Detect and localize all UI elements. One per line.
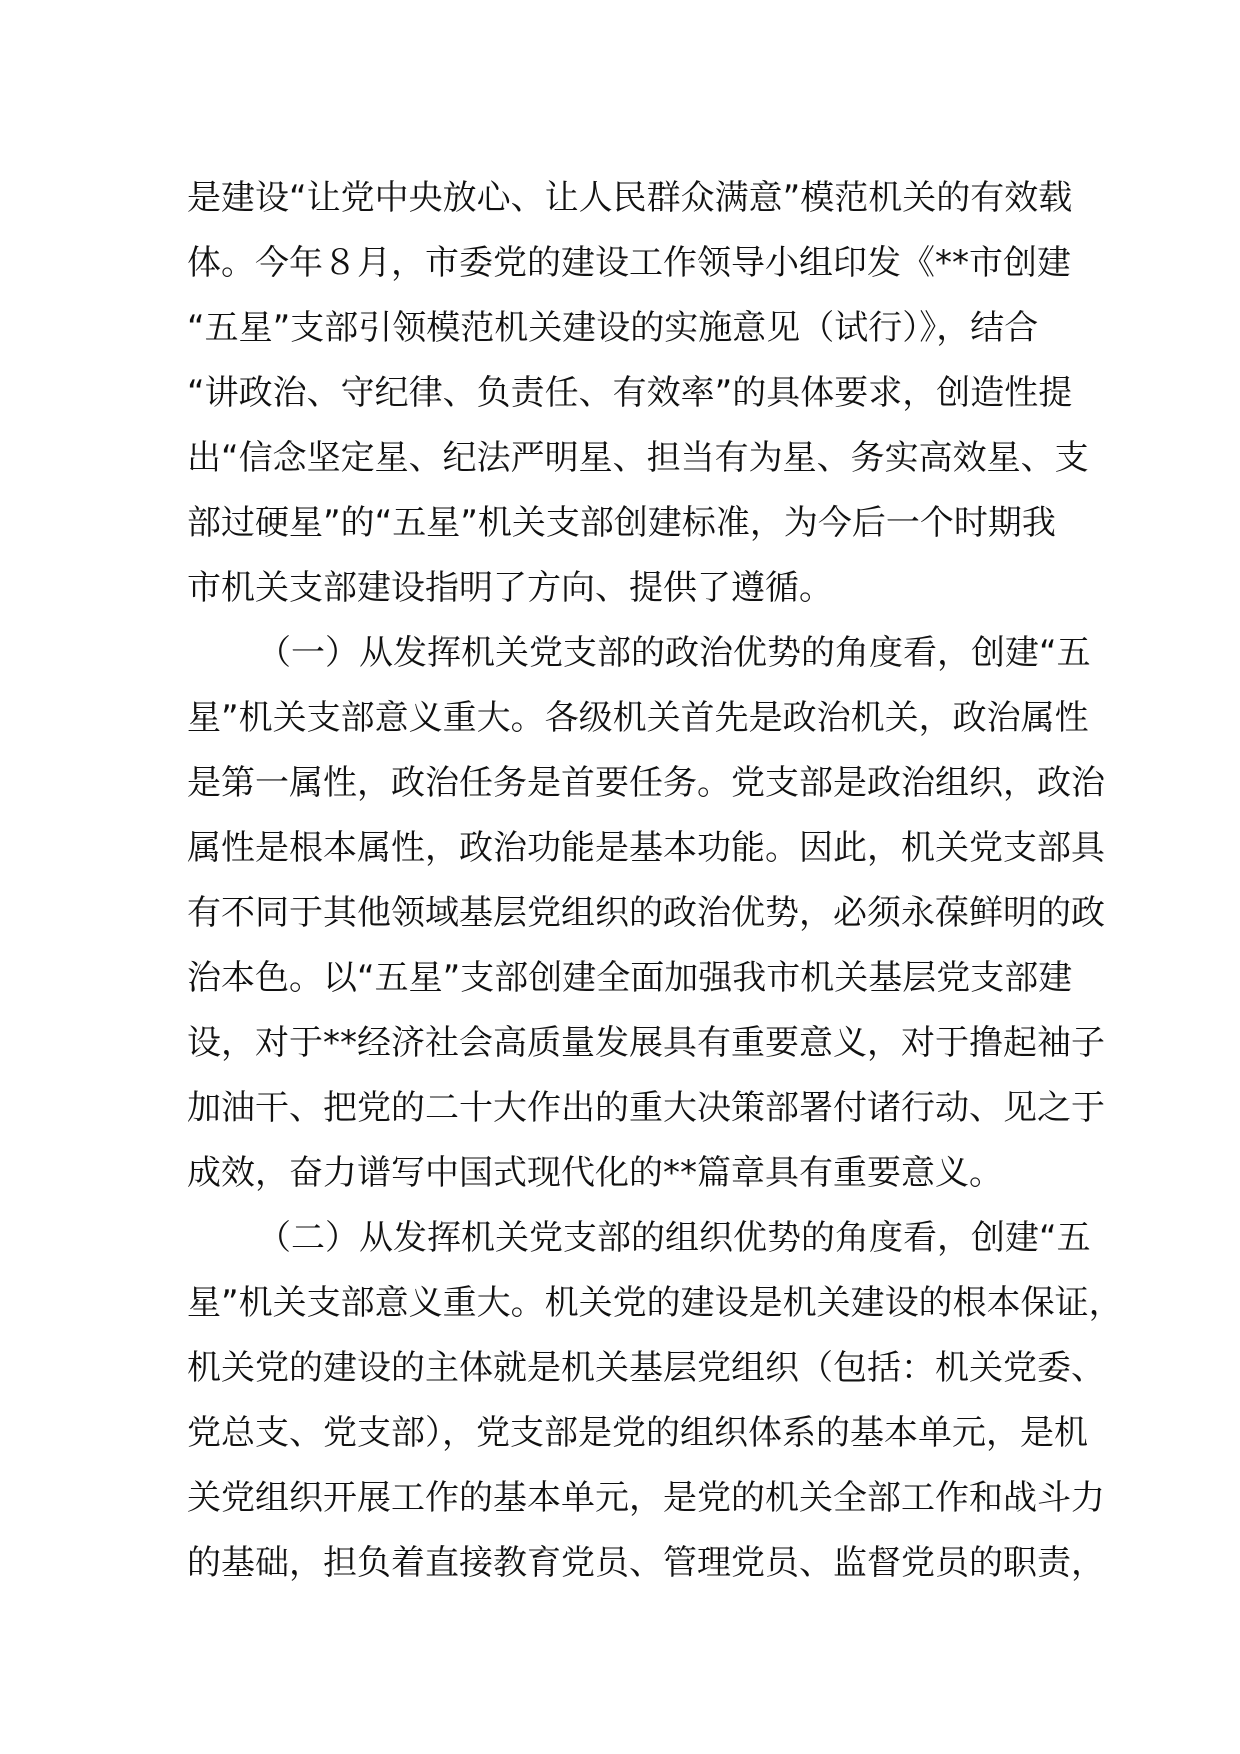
text-line: 机关党的建设的主体就是机关基层党组织（包括：机关党委、	[187, 1348, 1105, 1388]
text-line: 加油干、把党的二十大作出的重大决策部署付诸行动、见之于	[187, 1088, 1105, 1128]
text-line: 成效，奋力谱写中国式现代化的**篇章具有重要意义。	[187, 1153, 1003, 1193]
text-line: 设，对于**经济社会高质量发展具有重要意义，对于撸起袖子	[187, 1023, 1105, 1063]
text-line: 有不同于其他领域基层党组织的政治优势，必须永葆鲜明的政	[187, 893, 1105, 933]
text-line: “五星”支部引领模范机关建设的实施意见（试行）》，结合	[187, 308, 1039, 348]
section-heading-line: （二）从发挥机关党支部的组织优势的角度看，创建“五	[257, 1218, 1091, 1258]
text-line: 的基础，担负着直接教育党员、管理党员、监督党员的职责，	[187, 1543, 1105, 1583]
text-line: 星”机关支部意义重大。机关党的建设是机关建设的根本保证，	[187, 1283, 1123, 1323]
text-line: 关党组织开展工作的基本单元，是党的机关全部工作和战斗力	[187, 1478, 1105, 1518]
text-line: 是第一属性，政治任务是首要任务。党支部是政治组织，政治	[187, 763, 1105, 803]
paragraph-intro	[187, 166, 1089, 621]
text-line: “讲政治、守纪律、负责任、有效率”的具体要求，创造性提	[187, 373, 1073, 413]
paragraph-political-advantage	[187, 621, 1105, 1206]
section-heading-line: （一）从发挥机关党支部的政治优势的角度看，创建“五	[257, 633, 1091, 673]
document-body	[187, 166, 1123, 1596]
text-line: 属性是根本属性，政治功能是基本功能。因此，机关党支部具	[187, 828, 1105, 868]
text-line: 部过硬星”的“五星”机关支部创建标准，为今后一个时期我	[187, 503, 1056, 543]
text-line: 出“信念坚定星、纪法严明星、担当有为星、务实高效星、支	[187, 438, 1089, 478]
text-line: 治本色。以“五星”支部创建全面加强我市机关基层党支部建	[187, 958, 1073, 998]
text-line: 党总支、党支部），党支部是党的组织体系的基本单元，是机	[187, 1413, 1088, 1453]
text-line: 是建设“让党中央放心、让人民群众满意”模范机关的有效载	[187, 178, 1073, 218]
text-line: 市机关支部建设指明了方向、提供了遵循。	[187, 568, 833, 608]
paragraph-organizational-advantage	[187, 1206, 1123, 1596]
text-line: 星”机关支部意义重大。各级机关首先是政治机关，政治属性	[187, 698, 1089, 738]
text-line: 体。今年８月，市委党的建设工作领导小组印发《**市创建	[187, 243, 1071, 283]
